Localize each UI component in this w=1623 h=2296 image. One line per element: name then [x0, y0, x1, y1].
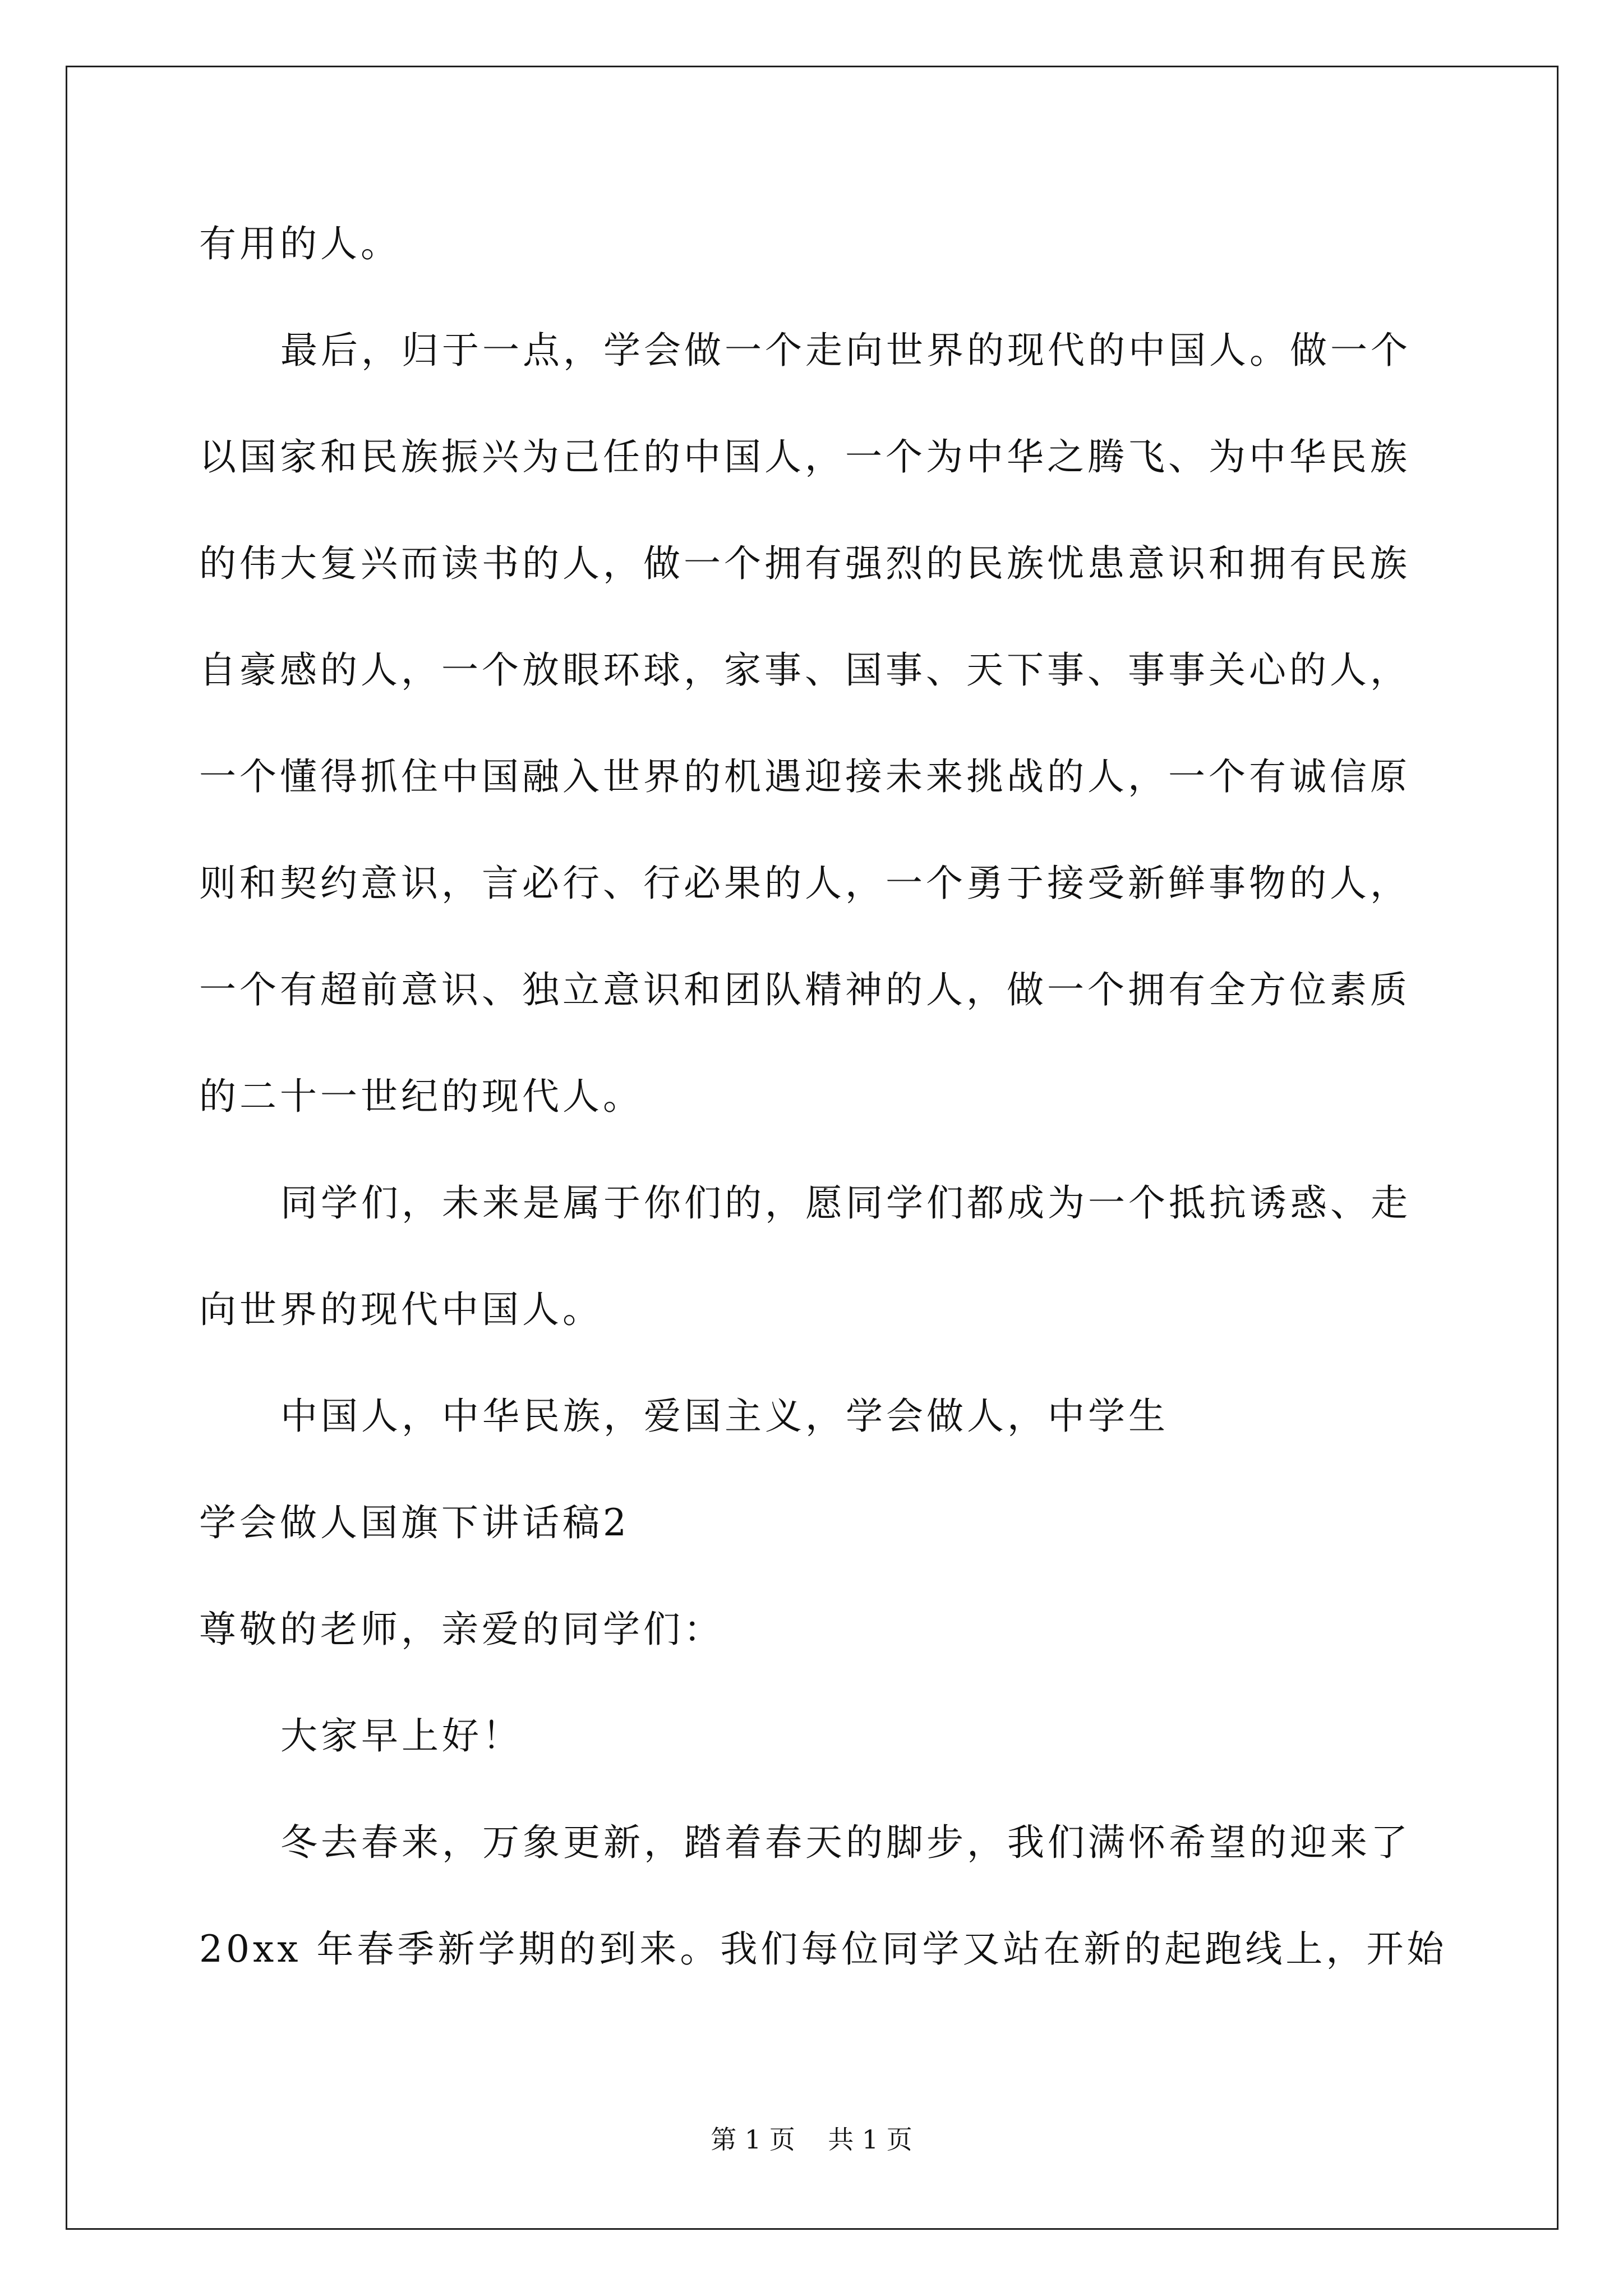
keywords-line: 中国人，中华民族，爱国主义，学会做人，中学生: [280, 1395, 1169, 1438]
section-title: 学会做人国旗下讲话稿2: [199, 1501, 630, 1544]
greeting: 大家早上好！: [280, 1714, 523, 1757]
salutation: 尊敬的老师，亲爱的同学们：: [199, 1608, 724, 1651]
paragraph-line: 最后，归于一点，学会做一个走向世界的现代的中国人。做一个: [280, 329, 1411, 372]
paragraph-line: 冬去春来，万象更新，踏着春天的脚步，我们满怀希望的迎来了: [280, 1821, 1411, 1864]
paragraph-line: 自豪感的人，一个放眼环球，家事、国事、天下事、事事关心的人，: [199, 648, 1410, 692]
page-number-footer: 第 1 页 共 1 页: [711, 2124, 912, 2155]
paragraph-line: 20xx 年春季新学期的到来。我们每位同学又站在新的起跑线上，开始: [199, 1927, 1447, 1971]
paragraph-line: 一个有超前意识、独立意识和团队精神的人，做一个拥有全方位素质: [199, 968, 1410, 1011]
paragraph-line: 向世界的现代中国人。: [199, 1288, 603, 1331]
paragraph-line: 则和契约意识，言必行、行必果的人，一个勇于接受新鲜事物的人，: [199, 862, 1410, 905]
page-border: [66, 66, 1559, 2230]
paragraph-line: 同学们，未来是属于你们的，愿同学们都成为一个抵抗诱惑、走: [280, 1181, 1411, 1225]
paragraph-line: 以国家和民族振兴为己任的中国人，一个为中华之腾飞、为中华民族: [199, 435, 1410, 478]
paragraph-line: 一个懂得抓住中国融入世界的机遇迎接未来挑战的人，一个有诚信原: [199, 755, 1410, 798]
paragraph-line: 有用的人。: [199, 222, 401, 265]
paragraph-line: 的二十一世纪的现代人。: [199, 1075, 643, 1118]
paragraph-line: 的伟大复兴而读书的人，做一个拥有强烈的民族忧患意识和拥有民族: [199, 542, 1410, 585]
